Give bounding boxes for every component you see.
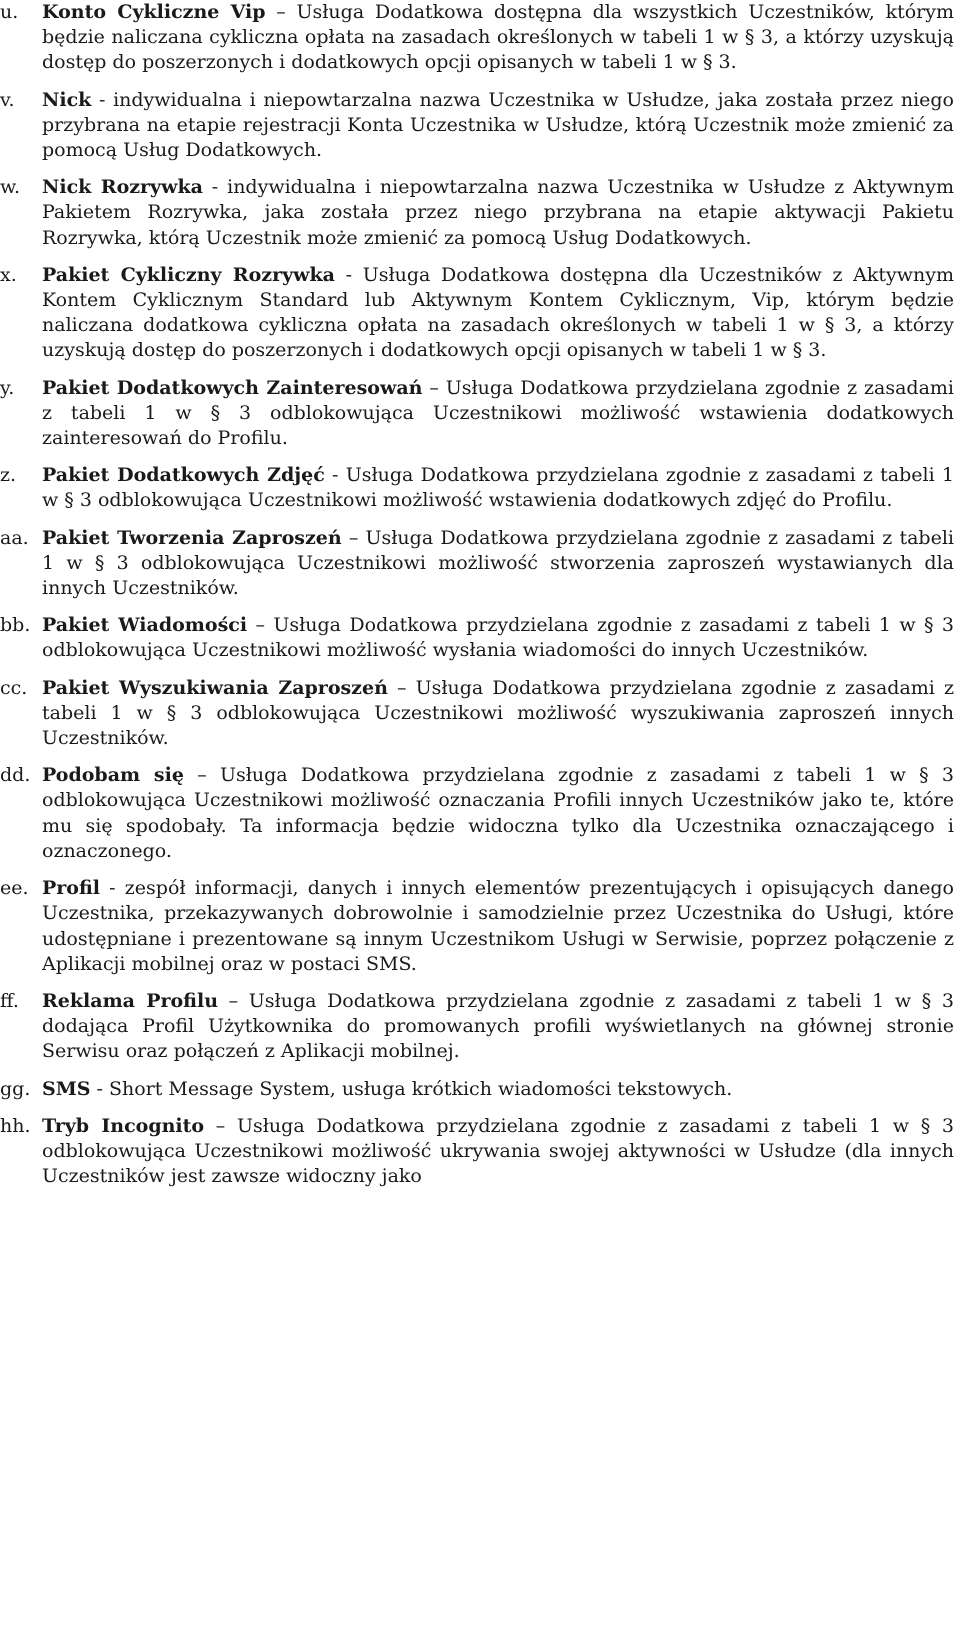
item-marker: w.: [0, 176, 21, 199]
definition-item-u: [0, 0, 960, 76]
item-marker: aa.: [0, 526, 29, 549]
definition-item-w: [0, 175, 960, 251]
item-marker: v.: [0, 88, 15, 111]
definition-item-z: [0, 463, 960, 513]
defined-term: Nick Rozrywka: [42, 176, 203, 199]
item-marker: bb.: [0, 614, 31, 637]
definition-item-hh: [0, 1114, 960, 1190]
defined-term: Pakiet Tworzenia Zaproszeń: [42, 526, 342, 549]
defined-term: Profil: [42, 877, 101, 900]
defined-term: Nick: [42, 88, 92, 111]
defined-term: Pakiet Dodatkowych Zdjęć: [42, 464, 325, 487]
definition-item-aa: [0, 526, 960, 602]
item-marker: hh.: [0, 1114, 31, 1137]
definition-item-ff: [0, 989, 960, 1065]
definition-text: - Usługa Dodatkowa dostępna dla Uczestników z Aktywnym Kontem Cyklicznym Standard lub Aktywnym Kontem Cyklicznym, Vip, którym będzie naliczana dodatkowa cykliczna opłata na zasadach określonych w tabeli 1 w § 3, a którzy uzyskują dostęp do poszerzonych i dodatkowych opcji opisanych w tabeli 1 w § 3.: [42, 263, 954, 362]
definition-item-ee: [0, 876, 960, 977]
item-marker: ee.: [0, 877, 29, 900]
definition-text: – Usługa Dodatkowa przydzielana zgodnie z zasadami z tabeli 1 w § 3 odblokowująca Uczestnikowi możliwość ukrywania swojej aktywności w Usłudze (dla innych Uczestników jest zawsze widoczny jako: [42, 1114, 954, 1188]
definition-text: – Usługa Dodatkowa przydzielana zgodnie z zasadami z tabeli 1 w § 3 odblokowująca Uczestnikowi możliwość wysłania wiadomości do innych Uczestników.: [42, 614, 954, 662]
item-marker: x.: [0, 263, 17, 286]
defined-term: Konto Cykliczne Vip: [42, 1, 266, 23]
definition-item-v: [0, 88, 960, 164]
definition-text: – Usługa Dodatkowa przydzielana zgodnie z zasadami z tabeli 1 w § 3 odblokowująca Uczestnikowi możliwość wyszukiwania zaproszeń innych Uczestników.: [42, 676, 954, 750]
definition-text: - Usługa Dodatkowa przydzielana zgodnie z zasadami z tabeli 1 w § 3 odblokowująca Uczestnikowi możliwość wstawienia dodatkowych zdjęć do Profilu.: [42, 464, 954, 512]
definition-text: - Short Message System, usługa krótkich wiadomości tekstowych.: [90, 1077, 733, 1100]
defined-term: SMS: [42, 1077, 91, 1100]
item-marker: gg.: [0, 1077, 31, 1100]
definition-text: - indywidualna i niepowtarzalna nazwa Uczestnika w Usłudze z Aktywnym Pakietem Rozrywka, jaka została przez niego przybrana na etapie aktywacji Pakietu Rozrywka, którą Uczestnik może zmienić za pomocą Usług Dodatkowych.: [42, 176, 954, 249]
definition-text: – Usługa Dodatkowa przydzielana zgodnie z zasadami z tabeli 1 w § 3 odblokowująca Uczestnikowi możliwość oznaczania Profili innych Uczestników jako te, które mu się spodobały. Ta informacja będzie widoczna tylko dla Uczestnika oznaczającego i oznaczonego.: [42, 764, 954, 862]
defined-term: Podobam się: [42, 764, 184, 787]
definition-item-x: [0, 263, 960, 364]
item-marker: u.: [0, 1, 19, 23]
definition-item-bb: [0, 613, 960, 663]
definition-text: – Usługa Dodatkowa dostępna dla wszystkich Uczestników, którym będzie naliczana cykliczna opłata na zasadach określonych w tabeli 1 w § 3, a którzy uzyskują dostęp do poszerzonych i dodatkowych opcji opisanych w tabeli 1 w § 3.: [42, 1, 954, 74]
definition-text: - indywidualna i niepowtarzalna nazwa Uczestnika w Usłudze, jaka została przez niego przybrana na etapie rejestracji Konta Uczestnika w Usłudze, którą Uczestnik może zmienić za pomocą Usług Dodatkowych.: [42, 88, 954, 162]
defined-term: Pakiet Wyszukiwania Zaproszeń: [42, 676, 388, 699]
definition-item-y: [0, 376, 960, 452]
definition-text: - zespół informacji, danych i innych elementów prezentujących i opisujących danego Uczestnika, przekazywanych dobrowolnie i samodzielnie przez Uczestnika do Usługi, które udostępniane i prezentowane są innym Uczestnikom Usługi w Serwisie, poprzez połączenie z Aplikacji mobilnej oraz w postaci SMS.: [42, 877, 954, 975]
definition-item-gg: [0, 1077, 960, 1102]
defined-term: Reklama Profilu: [42, 989, 219, 1012]
defined-term: Pakiet Cykliczny Rozrywka: [42, 263, 335, 286]
defined-term: Pakiet Dodatkowych Zainteresowań: [42, 376, 423, 399]
item-marker: cc.: [0, 676, 28, 699]
item-marker: dd.: [0, 764, 31, 787]
definition-text: – Usługa Dodatkowa przydzielana zgodnie z zasadami z tabeli 1 w § 3 odblokowująca Uczestnikowi możliwość stworzenia zaproszeń wystawianych dla innych Uczestników.: [42, 526, 954, 600]
definition-item-cc: [0, 676, 960, 752]
definition-text: – Usługa Dodatkowa przydzielana zgodnie z zasadami z tabeli 1 w § 3 dodająca Profil Użytkownika do promowanych profili wyświetlanych na głównej stronie Serwisu oraz połączeń z Aplikacji mobilnej.: [42, 989, 954, 1063]
item-marker: ff.: [0, 989, 19, 1012]
item-marker: z.: [0, 464, 17, 487]
definition-text: – Usługa Dodatkowa przydzielana zgodnie z zasadami z tabeli 1 w § 3 odblokowująca Uczestnikowi możliwość wstawienia dodatkowych zainteresowań do Profilu.: [42, 376, 955, 450]
definition-item-dd: [0, 763, 960, 864]
item-marker: y.: [0, 376, 15, 399]
defined-term: Pakiet Wiadomości: [42, 614, 248, 637]
defined-term: Tryb Incognito: [42, 1114, 205, 1137]
